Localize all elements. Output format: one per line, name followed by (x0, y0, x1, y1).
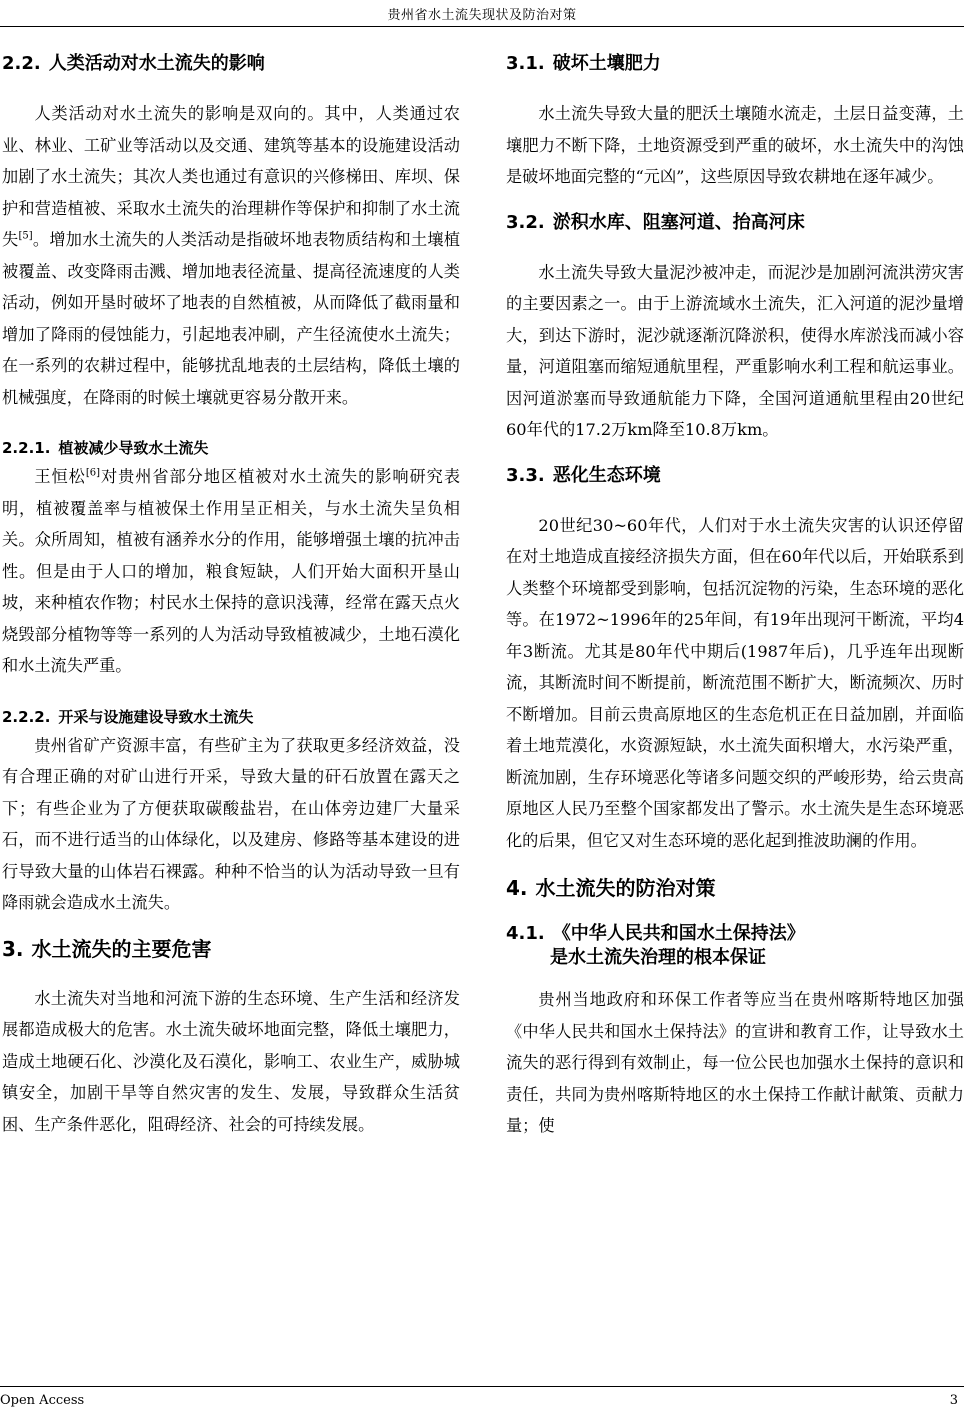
right-column (506, 52, 964, 1142)
paragraph: 水土流失导致大量的肥沃土壤随水流走，土层日益变薄，土壤肥力不断下降，土地资源受到严重的破坏，水土流失中的沟蚀是破坏地面完整的“元凶”，这些原因导致农耕地在逐年减少。 (506, 104, 964, 186)
paragraph-text: 。增加水土流失的人类活动是指破坏地表物质结构和土壤植被覆盖、改变降雨击溅、增加地表径流量、提高径流速度的人类活动，例如开垦时破坏了地表的自然植被，从而降低了截雨量和增加了降雨的侵蚀能力，引起地表冲刷，产生径流使水土流失；在一系列的农耕过程中，能够扰乱地表的土层结构，降低土壤的机械强度，在降雨的时候土壤就更容易分散开来。 (2, 230, 461, 407)
page-number: 3 (949, 1393, 958, 1408)
paragraph: 贵州省矿产资源丰富，有些矿主为了获取更多经济效益，没有合理正确的对矿山进行开采，导致大量的矸石放置在露天之下；有些企业为了方便获取碳酸盐岩，在山体旁边建厂大量采石，而不进行适当的山体绿化，以及建房、修路等基本建设的进行导致大量的山体岩石裸露。种种不恰当的认为活动导致一旦有降雨就会造成水土流失。 (2, 735, 460, 912)
section-number: 3.1. (506, 53, 545, 74)
section-heading-4 (506, 874, 964, 902)
section-title-line2: 是水土流失治理的根本保证 (550, 947, 766, 968)
section-title: 开采与设施建设导致水土流失 (58, 707, 254, 726)
section-heading-2-2 (2, 52, 460, 76)
section-title: 水土流失的防治对策 (535, 876, 716, 900)
section-heading-3-3 (506, 464, 964, 488)
paragraph: 贵州当地政府和环保工作者等应当在贵州喀斯特地区加强《中华人民共和国水土保持法》的宣讲和教育工作，让导致水土流失的恶行得到有效制止，每一位公民也加强水土保持的意识和责任，共同为贵州喀斯特地区的水土保持工作献计献策、贡献力量；使 (506, 990, 964, 1135)
footer-journal-label: Open Access (0, 1393, 85, 1408)
section-number: 2.2.2. (2, 707, 51, 726)
section-title: 淤积水库、阻塞河道、抬高河床 (552, 211, 805, 233)
section-title: 恶化生态环境 (552, 464, 661, 486)
footer-rule (0, 1386, 964, 1387)
section-heading-3-2 (506, 211, 964, 235)
section-number: 4.1. (506, 923, 545, 944)
section-heading-2-2-1 (2, 437, 460, 459)
section-number: 3. (2, 936, 24, 961)
section-title-line1: 《中华人民共和国水土保持法》 (552, 923, 805, 944)
section-number: 3.2. (506, 211, 545, 233)
section-number: 2.2. (2, 53, 41, 74)
paragraph: 20世纪30~60年代，人们对于水土流失灾害的认识还停留在对土地造成直接经济损失方面，但在60年代以后，开始联系到人类整个环境都受到影响，包括沉淀物的污染，生态环境的恶化等。在1972~1996年的25年间，有19年出现河干断流，平均4年3断流。尤其是80年代中期后(1987年后)，几乎连年出现断流，其断流时间不断提前，断流范围不断扩大，断流频次、历时不断增加。目前云贵高原地区的生态危机正在日益加剧，并面临着土地荒漠化，水资源短缺，水土流失面积增大，水污染严重，断流加剧，生存环境恶化等诸多问题交织的严峻形势，给云贵高原地区人民乃至整个国家都发出了警示。水土流失是生态环境恶化的后果，但它又对生态环境的恶化起到推波助澜的作用。 (506, 515, 964, 850)
section-number: 3.3. (506, 464, 545, 486)
section-heading-3-1 (506, 52, 964, 76)
section-heading-3 (2, 935, 460, 963)
section-title: 破坏土壤肥力 (552, 53, 661, 74)
paragraph-text: 王恒松 (34, 467, 86, 486)
citation-6[interactable]: [6] (85, 467, 100, 479)
paragraph: 水土流失对当地和河流下游的生态环境、生产生活和经济发展都造成极大的危害。水土流失破坏地面完整，降低土壤肥力，造成土地硬石化、沙漠化及石漠化，影响工、农业生产，威胁城镇安全，加剧干旱等自然灾害的发生、发展，导致群众生活贫困、生产条件恶化，阻碍经济、社会的可持续发展。 (2, 988, 460, 1134)
section-number: 2.2.1. (2, 439, 51, 457)
running-header: 贵州省水土流失现状及防治对策 (387, 8, 577, 23)
paragraph: 水土流失导致大量泥沙被冲走，而泥沙是加剧河流洪涝灾害的主要因素之一。由于上游流域水土流失，汇入河道的泥沙量增大，到达下游时，泥沙就逐渐沉降淤积，使得水库淤浅而减小容量，河道阻塞而缩短通航里程，严重影响水利工程和航运事业。因河道淤塞而导致通航能力下降，全国河道通航里程由20世纪60年代的17.2万km降至10.8万km。 (506, 262, 964, 439)
section-number: 4. (506, 876, 528, 900)
section-heading-4-1 (506, 922, 964, 970)
paragraph-text: 人类活动对水土流失的影响是双向的。其中，人类通过农业、林业、工矿业等活动以及交通、建筑等基本的设施建设活动加剧了水土流失；其次人类也通过有意识的兴修梯田、库坝、保护和营造植被、采取水土流失的治理耕作等保护和抑制了水土流失 (2, 104, 460, 249)
left-column (2, 52, 460, 1140)
paragraph (2, 461, 460, 682)
header-rule (0, 26, 964, 27)
section-title: 水土流失的主要危害 (31, 936, 212, 961)
paragraph-text: 对贵州省部分地区植被对水土流失的影响研究表明，植被覆盖率与植被保土作用呈正相关，与水土流失呈负相关。众所周知，植被有涵养水分的作用，能够增强土壤的抗冲击性。但是由于人口的增加，粮食短缺，人们开始大面积开垦山坡，来种植农作物；村民水土保持的意识浅薄，经常在露天点火烧毁部分植物等等一系列的人为活动导致植被减少，土地石漠化和水土流失严重。 (2, 467, 461, 675)
section-title: 植被减少导致水土流失 (58, 439, 209, 457)
paragraph (2, 98, 460, 413)
section-heading-2-2-2 (2, 706, 460, 728)
citation-5[interactable]: [5] (18, 230, 33, 242)
section-title: 人类活动对水土流失的影响 (48, 53, 265, 74)
